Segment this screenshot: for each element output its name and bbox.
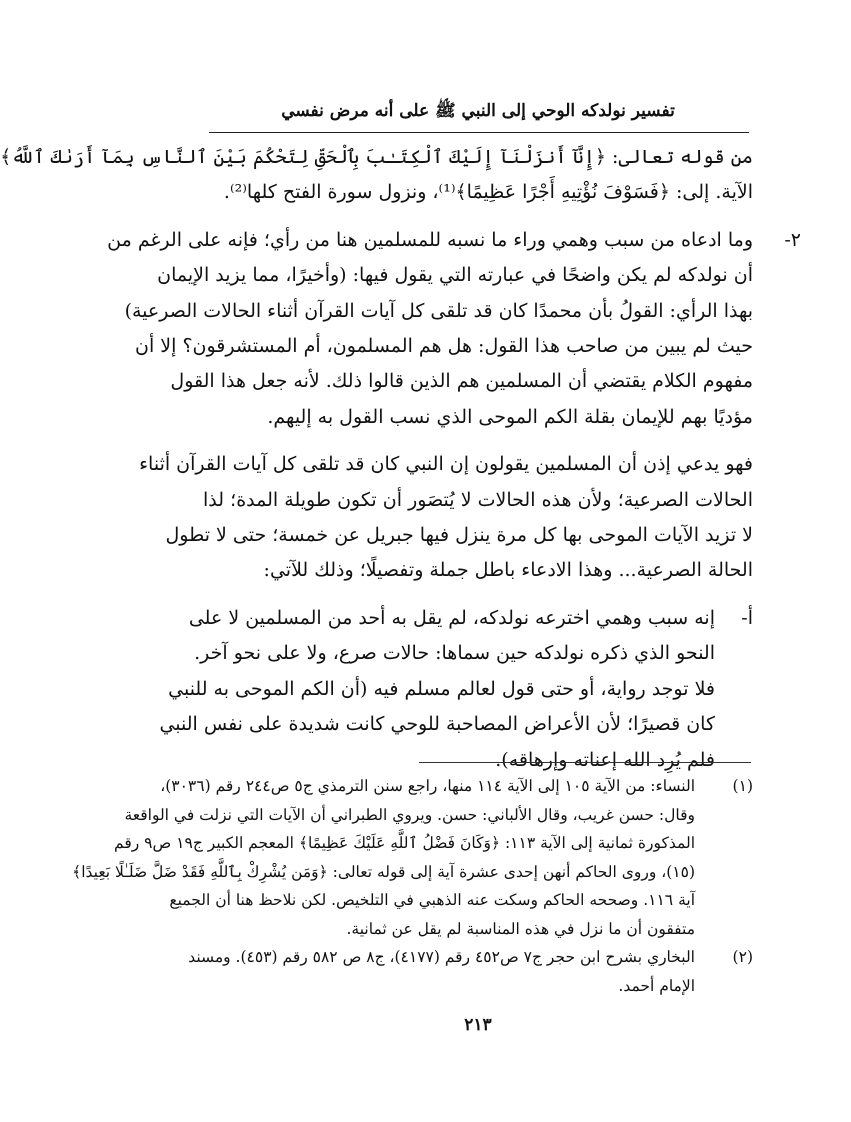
text-line: بهذا الرأي: القولُ بأن محمدًا كان قد تلقى كل آيات القرآن أثناء الحالات الصرعية): [124, 299, 753, 322]
footnote-line: البخاري بشرح ابن حجر ج٧ ص٤٥٢ رقم (٤١٧٧)، ج٨ ص ٥٨٢ رقم (٤٥٣). ومسند: [188, 948, 695, 966]
text-line: وما ادعاه من سبب وهمي وراء ما نسبه للمسلمين هنا من رأي؛ فإنه على الرغم من: [107, 228, 753, 251]
item-2: [107, 223, 801, 435]
running-title: تفسير نولدكه الوحي إلى النبي ﷺ على أنه مرض نفسي: [281, 101, 675, 121]
text-line: أن نولدكه لم يكن واضحًا في عبارته التي يقول فيها: (وأخيرًا، مما يزيد الإيمان: [157, 264, 753, 287]
header-rule: [209, 132, 749, 133]
text-line: الحالة الصرعية... وهذا الادعاء باطل جملة وتفصيلًا؛ وذلك للآتي:: [263, 559, 753, 582]
sub-item-label: أ-: [741, 606, 753, 629]
text-line: كان قصيرًا؛ لأن الأعراض المصاحبة للوحي كانت شديدة على نفس النبي: [159, 713, 715, 736]
text-line: الحالات الصرعية؛ ولأن هذه الحالات لا يُتصَور أن تكون طويلة المدة؛ لذا: [203, 488, 753, 511]
text-line: من قوله تعالى: ﴿إِنَّآ أَنزَلْنَآ إِلَيْكَ ٱلْكِتَـٰبَ بِٱلْحَقِّ لِتَحْكُمَ بَيْنَ ٱلنَّاسِ بِمَآ أَرَىٰكَ ٱللَّهُ﴾: [0, 146, 753, 168]
footnote-2: [188, 943, 753, 1000]
text-line: فلم يُرِد الله إعناته وإرهاقه).: [495, 748, 715, 771]
quote-continuation: [0, 140, 753, 211]
text-line: النحو الذي ذكره نولدكه حين سماها: حالات صرع، ولا على نحو آخر.: [194, 642, 715, 665]
footnote-1: [72, 772, 753, 943]
footnote-rule: [419, 762, 751, 763]
paragraph: [139, 447, 753, 589]
page-number: ٢١٣: [464, 1015, 492, 1035]
footnote-marker: (٢): [732, 948, 753, 966]
text-line: مؤديًا بهم للإيمان بقلة الكم الموحى الذي نسب القول به إليهم.: [267, 405, 753, 428]
sub-item-a: [159, 601, 753, 778]
footnote-line: متفقون أن ما نزل في هذه المناسبة لم يقل عن ثمانية.: [346, 919, 695, 938]
footnote-line: آية ١١٦. وصححه الحاكم وسكت عنه الذهبي في التلخيص. لكن نلاحظ هنا أن الجميع: [169, 891, 695, 909]
footnote-line: الإمام أحمد.: [618, 976, 695, 995]
footnote-marker: (١): [732, 777, 753, 795]
text-line: إنه سبب وهمي اخترعه نولدكه، لم يقل به أحد من المسلمين لا على: [188, 606, 715, 629]
text-line: فلا توجد رواية، أو حتى قول لعالم مسلم فيه (أن الكم الموحى به للنبي: [168, 677, 715, 700]
item-number: ٢-: [784, 228, 801, 251]
text-line: لا تزيد الآيات الموحى بها كل مرة ينزل فيها جبريل عن خمسة؛ حتى لا تطول: [165, 524, 753, 547]
footnote-line: النساء: من الآية ١٠٥ إلى الآية ١١٤ منها، راجع سنن الترمذي ج٥ ص٢٤٤ رقم (٣٠٣٦)،: [160, 777, 695, 795]
footnotes: [72, 772, 753, 1000]
main-text: [0, 140, 801, 778]
footnote-line: المذكورة ثمانية إلى الآية ١١٣: ﴿وَكَانَ فَضْلُ ٱللَّهِ عَلَيْكَ عَظِيمًا﴾ المعجم الكبير ج١٩ ص٩ رقم: [114, 834, 695, 852]
text-line: حيث لم يبين من صاحب هذا القول: هل هم المسلمون، أم المستشرقون؟ إلا أن: [135, 335, 753, 358]
footnote-line: وقال: حسن غريب، وقال الألباني: حسن. ويروي الطبراني أن الآيات التي نزلت في الواقعة: [124, 805, 695, 824]
text-line: فهو يدعي إذن أن المسلمين يقولون إن النبي كان قد تلقى كل آيات القرآن أثناء: [139, 453, 753, 476]
text-line: الآية. إلى: ﴿فَسَوْفَ نُؤْتِيهِ أَجْرًا عَظِيمًا﴾⁽¹⁾، ونزول سورة الفتح كلها⁽²⁾.: [223, 181, 753, 204]
footnote-line: (١٥)، وروى الحاكم أنهن إحدى عشرة آية إلى قوله تعالى: ﴿وَمَن يُشْرِكْ بِٱللَّهِ فَقَدْ ضَلَّ ضَلَـٰلًا بَعِيدًا﴾: [72, 862, 695, 881]
text-line: مفهوم الكلام يقتضي أن المسلمين هم الذين قالوا ذلك. لأنه جعل هذا القول: [170, 370, 753, 393]
